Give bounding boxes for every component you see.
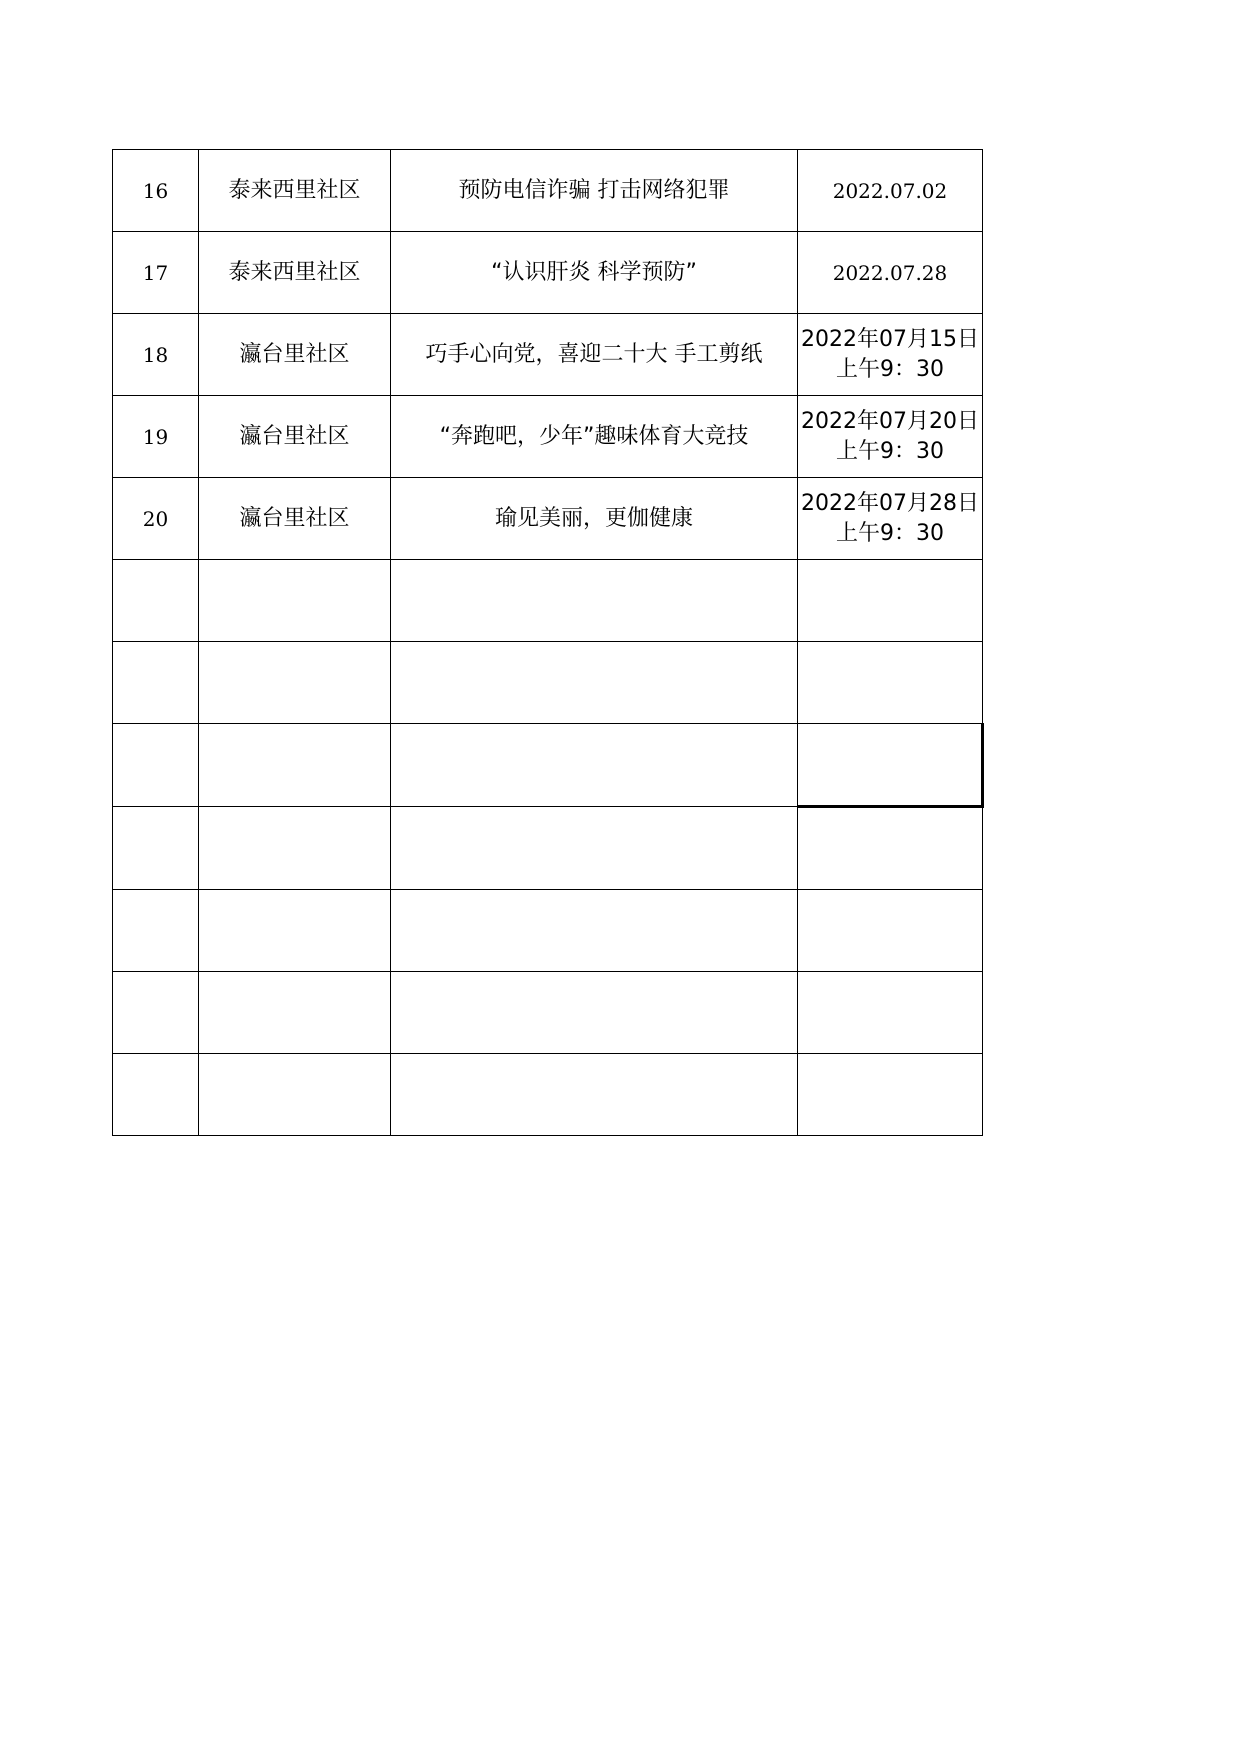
table-row	[113, 396, 983, 478]
row-number[interactable]	[113, 972, 199, 1054]
community-cell[interactable]	[199, 1054, 391, 1136]
activity-cell[interactable]	[391, 807, 798, 890]
row-number[interactable]: 19	[113, 396, 199, 478]
date-line-2: 上午9：30	[836, 520, 944, 546]
date-cell[interactable]	[798, 807, 983, 890]
community-cell[interactable]	[199, 972, 391, 1054]
row-number[interactable]: 17	[113, 232, 199, 314]
activity-cell[interactable]	[391, 972, 798, 1054]
activity-cell[interactable]	[391, 1054, 798, 1136]
date-cell[interactable]	[798, 642, 983, 724]
activity-cell[interactable]	[391, 560, 798, 642]
community-cell[interactable]	[199, 642, 391, 724]
date-cell[interactable]	[798, 890, 983, 972]
row-number[interactable]: 18	[113, 314, 199, 396]
activity-table	[112, 149, 984, 1136]
table-row	[113, 478, 983, 560]
row-number[interactable]: 20	[113, 478, 199, 560]
date-cell[interactable]	[798, 478, 983, 560]
community-cell[interactable]	[199, 560, 391, 642]
date-cell[interactable]	[798, 972, 983, 1054]
table-row	[113, 642, 983, 724]
community-cell[interactable]	[199, 890, 391, 972]
row-number[interactable]	[113, 642, 199, 724]
table-row	[113, 232, 983, 314]
table-row	[113, 560, 983, 642]
activity-cell[interactable]: “奔跑吧，少年”趣味体育大竞技	[391, 396, 798, 478]
table-row	[113, 150, 983, 232]
date-line-1: 2022年07月15日	[801, 326, 979, 352]
row-number[interactable]	[113, 560, 199, 642]
date-cell[interactable]	[798, 150, 983, 232]
community-cell[interactable]: 瀛台里社区	[199, 478, 391, 560]
table-row	[113, 890, 983, 972]
community-cell[interactable]	[199, 724, 391, 807]
date-line-1: 2022.07.02	[832, 178, 948, 203]
table-row	[113, 314, 983, 396]
community-cell[interactable]: 瀛台里社区	[199, 314, 391, 396]
community-cell[interactable]: 泰来西里社区	[199, 150, 391, 232]
date-cell[interactable]	[798, 560, 983, 642]
date-cell[interactable]	[798, 314, 983, 396]
activity-cell[interactable]: 预防电信诈骗 打击网络犯罪	[391, 150, 798, 232]
date-cell[interactable]	[798, 396, 983, 478]
row-number[interactable]	[113, 890, 199, 972]
activity-cell[interactable]: 巧手心向党，喜迎二十大 手工剪纸	[391, 314, 798, 396]
table-row	[113, 1054, 983, 1136]
activity-cell[interactable]: 瑜见美丽，更伽健康	[391, 478, 798, 560]
date-cell[interactable]	[798, 232, 983, 314]
date-line-1: 2022年07月28日	[801, 490, 979, 516]
row-number[interactable]	[113, 1054, 199, 1136]
row-number[interactable]	[113, 724, 199, 807]
date-line-1: 2022年07月20日	[801, 408, 979, 434]
date-line-2: 上午9：30	[836, 438, 944, 464]
table-row	[113, 807, 983, 890]
date-cell[interactable]	[798, 1054, 983, 1136]
activity-cell[interactable]	[391, 724, 798, 807]
date-line-2: 上午9：30	[836, 356, 944, 382]
row-number[interactable]	[113, 807, 199, 890]
community-cell[interactable]	[199, 807, 391, 890]
activity-cell[interactable]	[391, 642, 798, 724]
row-number[interactable]: 16	[113, 150, 199, 232]
community-cell[interactable]: 泰来西里社区	[199, 232, 391, 314]
activity-cell[interactable]	[391, 890, 798, 972]
table-row	[113, 972, 983, 1054]
date-line-1: 2022.07.28	[832, 260, 948, 285]
table-row	[113, 724, 983, 807]
community-cell[interactable]: 瀛台里社区	[199, 396, 391, 478]
activity-cell[interactable]: “认识肝炎 科学预防”	[391, 232, 798, 314]
selected-date-cell[interactable]	[798, 724, 983, 807]
